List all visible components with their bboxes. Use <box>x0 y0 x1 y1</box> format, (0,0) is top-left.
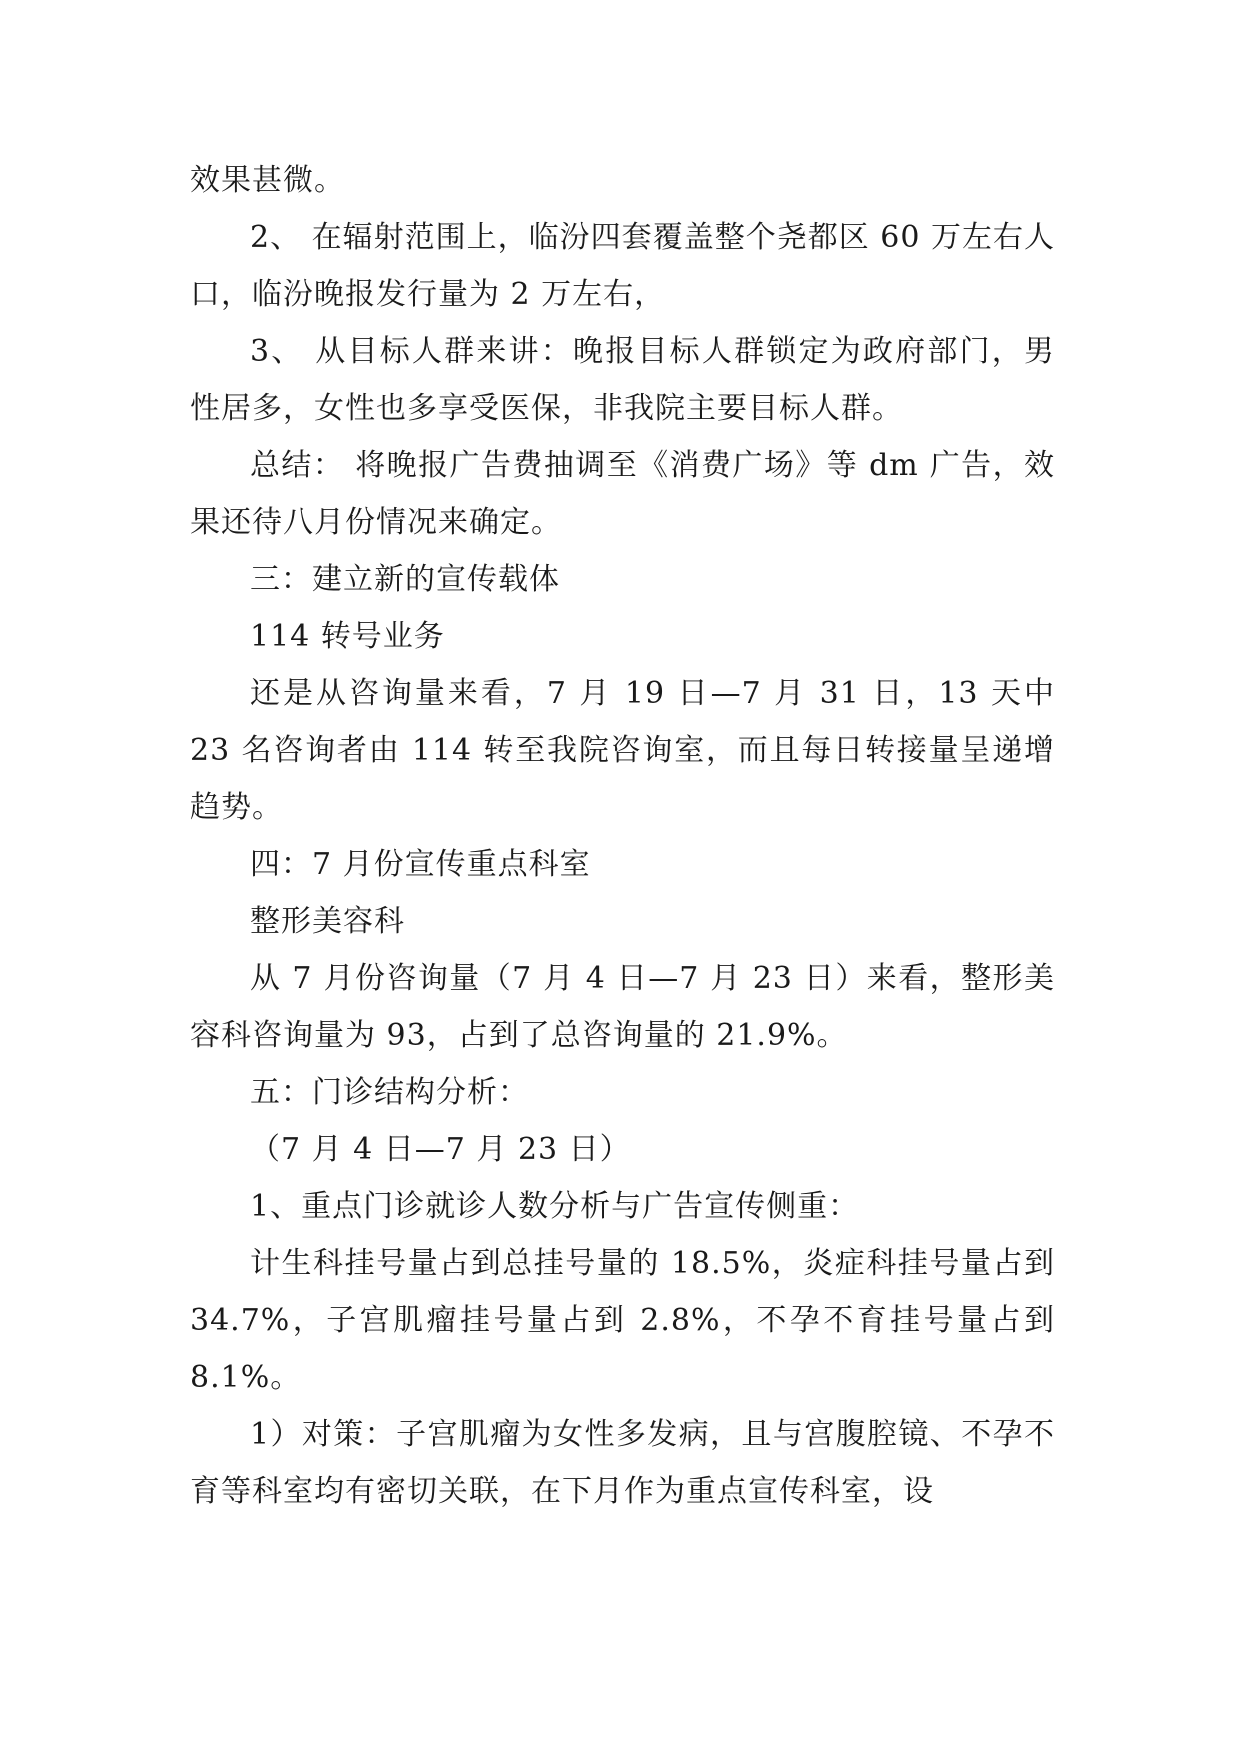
subheading-114: 114 转号业务 <box>250 619 445 654</box>
paragraph-registration-stats: 计生科挂号量占到总挂号量的 18.5%，炎症科挂号量占到 34.7%，子宫肌瘤挂号量占到 2.8%，不孕不育挂号量占到 8.1%。 <box>190 1246 1055 1395</box>
paragraph-114-detail: 还是从咨询量来看，7 月 19 日—7 月 31 日，13 天中 23 名咨询者由 114 转至我院咨询室，而且每日转接量呈递增趋势。 <box>190 676 1055 825</box>
section-heading-4: 四：7 月份宣传重点科室 <box>250 847 591 882</box>
subheading-plastic-surgery: 整形美容科 <box>250 904 405 939</box>
document-body <box>190 152 1055 1520</box>
paragraph-1: 效果甚微。 <box>190 163 345 198</box>
paragraph-strategy: 1）对策：子宫肌瘤为女性多发病，且与宫腹腔镜、不孕不育等科室均有密切关联，在下月作为重点宣传科室，设 <box>190 1417 1055 1509</box>
paragraph-plastic-surgery-detail: 从 7 月份咨询量（7 月 4 日—7 月 23 日）来看，整形美容科咨询量为 93，占到了总咨询量的 21.9%。 <box>190 961 1055 1053</box>
date-range-note: （7 月 4 日—7 月 23 日） <box>250 1132 631 1167</box>
section-heading-3: 三：建立新的宣传载体 <box>250 562 560 597</box>
paragraph-4: 总结： 将晚报广告费抽调至《消费广场》等 dm 广告，效果还待八月份情况来确定。 <box>190 448 1055 540</box>
section-heading-5: 五：门诊结构分析： <box>250 1075 529 1110</box>
subheading-key-clinics: 1、重点门诊就诊人数分析与广告宣传侧重： <box>250 1189 860 1224</box>
paragraph-3: 3、 从目标人群来讲：晚报目标人群锁定为政府部门，男性居多，女性也多享受医保，非我院主要目标人群。 <box>190 334 1055 426</box>
paragraph-2: 2、 在辐射范围上，临汾四套覆盖整个尧都区 60 万左右人口，临汾晚报发行量为 2 万左右， <box>190 220 1055 312</box>
